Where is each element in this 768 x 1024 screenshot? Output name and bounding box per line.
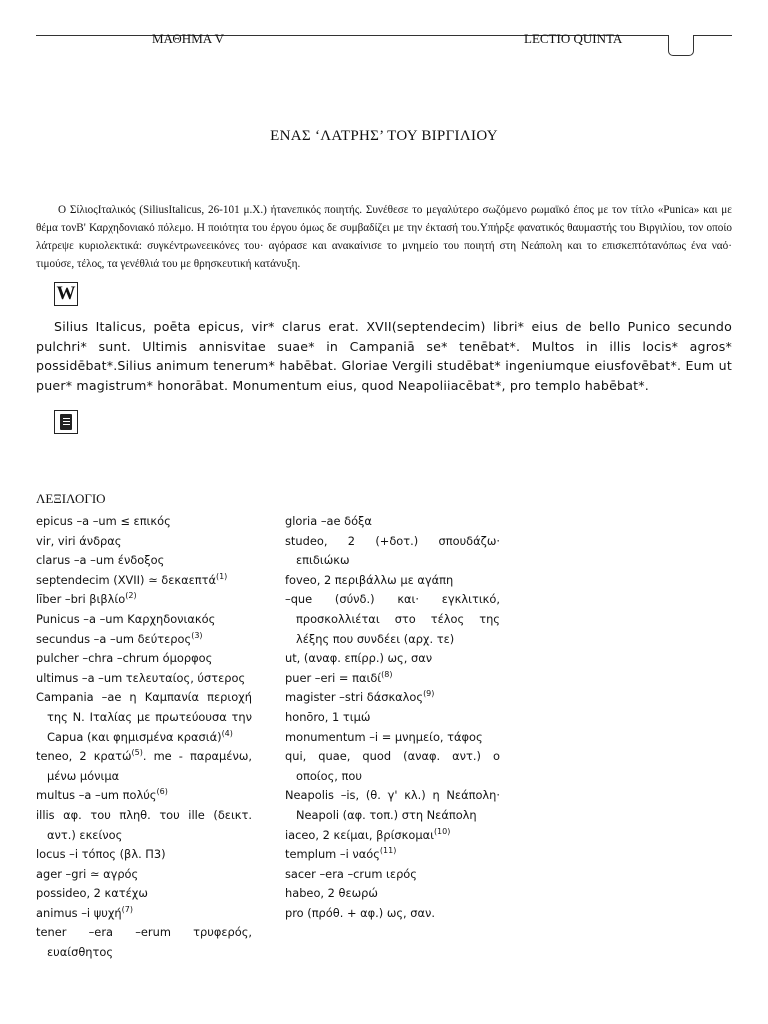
vocabulary-entry — [285, 571, 500, 591]
vocabulary-entry-text: honōro, 1 τιμώ — [285, 709, 371, 724]
vocabulary-entry-text: studeo, 2 (+δοτ.) σπουδάζω· επιδιώκω — [285, 533, 500, 568]
vocabulary-entry — [285, 649, 500, 669]
vocabulary-entry-text: secundus –a –um δεύτερος — [36, 631, 192, 646]
vocabulary-entry — [36, 551, 252, 571]
page-title: ΕΝΑΣ ‘ΛΑΤΡΗΣ’ ΤΟΥ ΒΙΡΓΙΛΙΟΥ — [270, 128, 498, 144]
wiki-icon: W — [54, 282, 78, 306]
header-lectio: LECTIO QUINTA — [524, 31, 623, 46]
vocabulary-entry-text: locus –i τόπος (βλ. Π3) — [36, 847, 166, 862]
vocabulary-entry-text: Punicus –a –um Καρχηδονιακός — [36, 611, 216, 626]
vocabulary-entry-text: illis αφ. του πληθ. του ille (δεικτ. αντ.) εκείνος — [36, 807, 252, 842]
header-rule — [36, 35, 732, 36]
footnote-marker: (2) — [125, 591, 137, 601]
vocabulary-entry — [285, 669, 500, 689]
vocabulary-entry-text: ultimus –a –um τελευταίος, ύστερος — [36, 670, 246, 685]
vocabulary-entry-text: multus –a –um πολύς — [36, 788, 157, 803]
vocabulary-entry — [36, 865, 252, 885]
notebook-icon — [54, 410, 78, 434]
footnote-marker: (1) — [215, 571, 228, 581]
vocabulary-entry — [285, 512, 500, 532]
vocabulary-entry — [36, 747, 252, 786]
footnote-marker: (6) — [156, 787, 168, 797]
vocabulary-entry — [36, 904, 252, 924]
vocabulary-entry-text: possideo, 2 κατέχω — [36, 886, 148, 901]
vocabulary-entry-text: gloria –ae δόξα — [285, 514, 372, 528]
vocabulary-entry — [36, 845, 252, 865]
vocabulary-entry — [36, 512, 252, 532]
vocabulary-entry-text: līber –bri βιβλίο — [36, 592, 126, 607]
vocabulary-entry — [285, 590, 500, 649]
vocabulary-entry-text: ut, (αναφ. επίρρ.) ως, σαν — [285, 651, 433, 666]
vocabulary-entry — [36, 923, 252, 962]
vocabulary-entry — [36, 669, 252, 689]
vocabulary-entry — [285, 728, 500, 748]
vocabulary-entry-text: iaceo, 2 κείμαι, βρίσκομαι — [285, 827, 434, 842]
vocabulary-entry — [36, 590, 252, 610]
footnote-marker: (4) — [221, 728, 233, 738]
vocabulary-entry-text: tener –era –erum τρυφερός, ευαίσθητος — [36, 925, 252, 960]
vocabulary-entry-text: habeo, 2 θεωρώ — [285, 886, 378, 901]
footnote-marker: (8) — [381, 669, 393, 679]
vocabulary-entry — [36, 649, 252, 669]
vocabulary-entry-text: vir, viri άνδρας — [36, 533, 122, 548]
vocabulary-entry — [285, 708, 500, 728]
vocabulary-entry — [285, 786, 500, 825]
vocabulary-entry-text: templum –i ναός — [285, 847, 380, 862]
vocabulary-entry-text: sacer –era –crum ιερός — [285, 866, 417, 881]
vocabulary-entry — [285, 904, 500, 924]
footnote-marker: (5) — [131, 748, 143, 758]
intro-paragraph: Ο ΣίλιοςΙταλικός (SiliusItalicus, 26-101 μ.Χ.) ήτανεπικός ποιητής. Συνέθεσε το μεγαλύτερο σωζόμενο ρωμαϊκό έπος με τον τίτλο «Punica» και με θέμα τονΒ' Καρχηδονιακό πόλεμο. Η ποιότητα του έργου όμως δε συμβαδίζει με την έκτασή του.Υπήρξε φανατικός θαυμαστής του Βιργιλίου, τον οποίο λάτρεψε κυριολεκτικά: συγκέντρωνεεικόνες του· αγόρασε και ανακαίνισε το μνημείο του ποιητή στη Νεάπολη και το επισκεπτότανόπως ένα ναό· τιμούσε, τέλος, τα γενέθλιά του με θρησκευτική κατάνυξη. — [36, 204, 732, 270]
vocabulary-entry-text: Campania –ae η Καμπανία περιοχή της Ν. Ιταλίας με πρωτεύουσα την Capua (και φημισμένα κρασιά) — [36, 690, 252, 744]
vocabulary-entry — [285, 532, 500, 571]
vocabulary-entry-text: –que (σύνδ.) και· εγκλιτικό, προσκολλιέται στο τέλος της λέξης που συνδέει (αρχ. τε) — [285, 592, 500, 646]
vocabulary-entry — [285, 845, 500, 865]
vocabulary-entry-text: pro (πρόθ. + αφ.) ως, σαν. — [285, 905, 436, 920]
vocabulary-entry — [36, 786, 252, 806]
page-tab-marker — [668, 35, 694, 56]
vocabulary-entry — [36, 806, 252, 845]
vocabulary-entry-text: foveo, 2 περιβάλλω με αγάπη — [285, 572, 454, 587]
footnote-marker: (10) — [433, 826, 451, 836]
vocabulary-entry-text: monumentum –i = μνημείο, τάφος — [285, 729, 483, 744]
vocabulary-entry-text: clarus –a –um ένδοξος — [36, 553, 165, 568]
header-lesson-number: ΜΑΘΗΜΑ V — [152, 31, 225, 46]
vocabulary-entry — [285, 884, 500, 904]
vocabulary-entry-text: animus –i ψυχή — [36, 905, 122, 920]
vocabulary-entry-text: puer –eri = παιδί — [285, 670, 382, 685]
vocabulary-entry — [36, 688, 252, 747]
vocabulary-entry — [285, 747, 500, 786]
vocabulary-column-right — [285, 512, 500, 923]
vocabulary-entry-text: Neapolis –is, (θ. γ' κλ.) η Νεάπολη· Neapoli (αφ. τοπ.) στη Νεάπολη — [285, 788, 500, 822]
vocabulary-entry — [36, 884, 252, 904]
footnote-marker: (11) — [379, 846, 397, 856]
footnote-marker: (7) — [121, 905, 133, 915]
vocabulary-entry-text: epicus –a –um ≤ επικός — [36, 514, 171, 528]
vocabulary-entry-text: magister –stri δάσκαλος — [285, 690, 424, 705]
vocabulary-entry — [36, 630, 252, 650]
vocabulary-entry-text: teneo, 2 κρατώ — [36, 749, 132, 764]
vocabulary-entry-continuation: . me - παραμένω, μένω μόνιμα — [47, 749, 252, 783]
vocabulary-entry-text: septendecim (XVII) ≃ δεκαεπτά — [36, 572, 216, 587]
vocabulary-entry — [36, 610, 252, 630]
vocabulary-title: ΛΕΞΙΛΟΓΙΟ — [36, 491, 106, 506]
vocabulary-entry — [36, 571, 252, 591]
vocabulary-entry-text: pulcher –chra –chrum όμορφος — [36, 651, 213, 666]
footnote-marker: (3) — [191, 630, 203, 640]
footnote-marker: (9) — [423, 689, 435, 699]
vocabulary-column-left — [36, 512, 252, 963]
vocabulary-entry — [285, 688, 500, 708]
vocabulary-entry — [36, 532, 252, 552]
latin-text: Silius Italicus, poēta epicus, vir* clarus erat. XVII(septendecim) libri* eius de bello Punico secundo pulchri* sunt. Ultimis annisvitae suae* in Campaniā se* tenēbat*. Multos in illis locis* agros* possidēbat*.Silius animum tenerum* habēbat. Gloriae Vergili studēbat* ingeniumque eiusfovēbat*. Eum ut puer* magistrum* honorābat. Monumentum eius, quod Neapoliiacēbat*, pro templo habēbat*. — [36, 319, 732, 393]
vocabulary-entry — [285, 865, 500, 885]
vocabulary-entry — [285, 826, 500, 846]
vocabulary-entry-text: qui, quae, quod (αναφ. αντ.) ο οποίος, που — [285, 749, 500, 783]
vocabulary-entry-text: ager –gri ≃ αγρός — [36, 866, 139, 881]
